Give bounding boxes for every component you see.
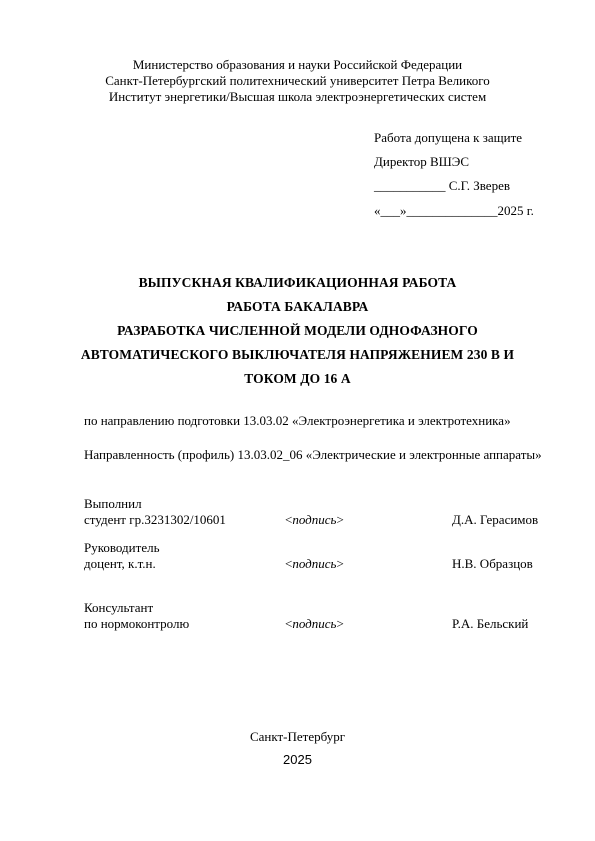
thesis-type: ВЫПУСКНАЯ КВАЛИФИКАЦИОННАЯ РАБОТА <box>138 275 457 290</box>
role-position: по нормоконтролю <box>84 616 190 631</box>
signature-placeholder <box>285 556 344 572</box>
thesis-topic-line-2: АВТОМАТИЧЕСКОГО ВЫКЛЮЧАТЕЛЯ НАПРЯЖЕНИЕМ 230 В И <box>80 347 515 362</box>
city-line: Санкт-Петербург <box>249 729 346 744</box>
signature-word: подпись <box>292 512 337 527</box>
year-line: 2025 <box>283 752 312 767</box>
ministry-line: Министерство образования и науки Российской Федерации <box>132 57 463 72</box>
person-name: Р.А. Бельский <box>452 616 529 631</box>
role-title: Руководитель <box>84 540 160 555</box>
signature-open-bracket: < <box>285 512 293 527</box>
thesis-topic-line-3: ТОКОМ ДО 16 А <box>244 371 351 386</box>
signature-open-bracket: < <box>285 556 293 571</box>
signature-word: подпись <box>292 616 337 631</box>
role-title: Выполнил <box>84 496 142 511</box>
approval-admitted: Работа допущена к защите <box>374 130 523 145</box>
role-title: Консультант <box>84 600 154 615</box>
signature-placeholder <box>285 616 344 632</box>
approval-date-line: «___»______________2025 г. <box>374 203 534 218</box>
signature-placeholder <box>285 512 344 528</box>
thesis-topic-line-1: РАЗРАБОТКА ЧИСЛЕННОЙ МОДЕЛИ ОДНОФАЗНОГО <box>117 323 478 338</box>
role-position: доцент, к.т.н. <box>84 556 156 571</box>
signature-close-bracket: > <box>336 512 344 527</box>
institute-line: Институт энергетики/Высшая школа электроэнергетических систем <box>108 89 487 104</box>
person-name: Н.В. Образцов <box>452 556 533 571</box>
approval-director: Директор ВШЭС <box>374 154 470 169</box>
signature-word: подпись <box>292 556 337 571</box>
university-line: Санкт-Петербургский политехнический университет Петра Великого <box>105 73 490 88</box>
thesis-degree: РАБОТА БАКАЛАВРА <box>226 299 369 314</box>
signature-open-bracket: < <box>285 616 293 631</box>
role-position: студент гр.3231302/10601 <box>84 512 226 527</box>
person-name: Д.А. Герасимов <box>452 512 539 527</box>
profile-text: Направленность (профиль) 13.03.02_06 «Электрические и электронные аппараты» <box>84 447 542 462</box>
approval-signature-line: ___________ С.Г. Зверев <box>374 178 510 193</box>
signature-close-bracket: > <box>336 556 344 571</box>
direction-text: по направлению подготовки 13.03.02 «Электроэнергетика и электротехника» <box>84 413 511 428</box>
signature-close-bracket: > <box>336 616 344 631</box>
